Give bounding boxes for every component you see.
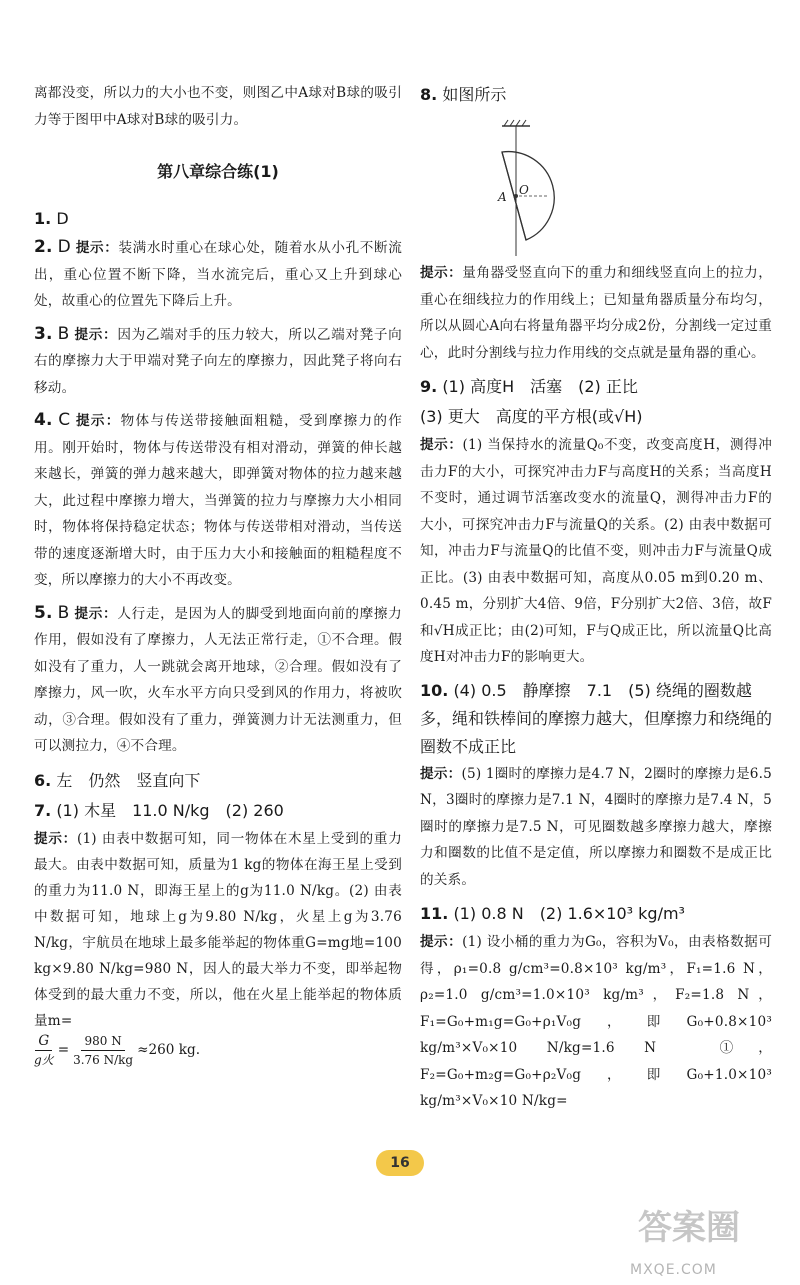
watermark-text: MXQE.COM: [630, 1262, 717, 1278]
answer-7: 7. (1) 木星 11.0 N/kg (2) 260: [34, 800, 284, 820]
fraction-g: G g火: [34, 1032, 54, 1067]
answer-10-hint: 提示：(5) 1圈时的摩擦力是4.7 N，2圈时的摩擦力是6.5 N，3圈时的摩擦力是7.1 N，4圈时的摩擦力是7.4 N，5圈时的摩擦力是7.5 N，可见圈数越多摩擦力越大，摩擦力和圈数的比值不是定值，所以摩擦力和圈数不是成正比的关系。: [420, 765, 772, 888]
ceiling-hatch: [504, 120, 526, 126]
answer-7-formula: G g火 = $\frac{980 N}{3.76 N/kg}$ ≈260 kg.: [34, 1032, 201, 1067]
answer-8-hint: 提示：量角器受竖直向下的重力和细线竖直向上的拉力，重心在细线拉力的作用线上；已知量角器质量分布均匀，所以从圆心A向右将量角器平均分成2份，分割线一定过重心，此时分割线与拉力作用线的交点就是量角器的重心。: [420, 265, 772, 361]
protractor-diagram: [420, 116, 772, 256]
answer-8: 8. 如图所示: [420, 85, 507, 104]
label-O: O: [519, 183, 529, 197]
answer-9-hint: 提示：(1) 当保持水的流量Q₀不变，改变高度H，测得冲击力F的大小，可探究冲击力F与高度H的关系；当高度H不变时，通过调节活塞改变水的流量Q，测得冲击力F的大小，可探究冲击力F与流量Q的关系。(2) 由表中数据可知，冲击力F与流量Q的比值不变，则冲击力F与流量Q成正比。(3) 由表中数据可知，高度从0.05 m到0.20 m、0.45 m，分别扩大4倍、9倍，F分别扩大2倍、3倍，故F和√H成正比；由(2)可知，F与Q成正比，所以流量Q比高度H对冲击力F的影响更大。: [420, 437, 772, 665]
answer-3: 3. B 提示：因为乙端对手的压力较大，所以乙端对凳子向右的摩擦力大于甲端对凳子向左的摩擦力，因此凳子将向右移动。: [34, 323, 402, 396]
answer-5: 5. B 提示：人行走，是因为人的脚受到地面向前的摩擦力作用，假如没有了摩擦力，人无法正常行走，①不合理。假如没有了重力，人一跳就会离开地球，②合理。假如没有了摩擦力，风一吹，火车水平方向只受到风的作用力，将被吹动，③合理。假如没有了重力，弹簧测力计无法测重力，但可以测拉力，④不合理。: [34, 602, 402, 754]
page-number: 16: [376, 1150, 424, 1176]
protractor-figure: [420, 116, 772, 256]
answer-11: 11. (1) 0.8 N (2) 1.6×10³ kg/m³: [420, 904, 685, 923]
answer-11-hint: 提示：(1) 设小桶的重力为G₀，容积为V₀，由表格数据可得，ρ₁=0.8 g/cm³=0.8×10³ kg/m³，F₁=1.6 N，ρ₂=1.0 g/cm³=1.0×10³ kg/m³，F₂=1.8 N，F₁=G₀+m₁g=G₀+ρ₁V₀g，即G₀+0.8×10³ kg/m³×V₀×10 N/kg=1.6 N ①，F₂=G₀+m₂g=G₀+ρ₂V₀g，即G₀+1.0×10³ kg/m³×V₀×10 N/kg=: [420, 934, 772, 1109]
chapter-title: 第八章综合练(1): [157, 162, 279, 181]
fraction-values: $\frac{980 N}{3.76 N/kg}$: [73, 1033, 134, 1067]
answer-10: 10. (4) 0.5 静摩擦 7.1 (5) 绕绳的圈数越多，绳和铁棒间的摩擦力越大，但摩擦力和绕绳的圈数不成正比: [420, 680, 773, 756]
intro-paragraph: 离都没变，所以力的大小也不变，则图乙中A球对B球的吸引力等于图甲中A球对B球的吸引力。: [34, 85, 402, 128]
center-point: [514, 194, 518, 198]
right-column: [420, 80, 772, 1115]
watermark-logo-icon: 答案圈: [638, 1208, 740, 1248]
answer-2: 2. D 提示：装满水时重心在球心处，随着水从小孔不断流出，重心位置不断下降，当水流完后，重心又上升到球心处，故重心的位置先下降后上升。: [34, 237, 402, 309]
label-A: A: [498, 190, 507, 204]
answer-9: 9. (1) 高度H 活塞 (2) 正比: [420, 377, 638, 396]
left-column: [34, 80, 402, 1069]
watermark: [630, 1200, 790, 1280]
answer-7-hint: 提示：(1) 由表中数据可知，同一物体在木星上受到的重力最大。由表中数据可知，质量为1 kg的物体在海王星上受到的重力为11.0 N，即海王星上的g为11.0 N/kg。(2) 由表中数据可知，地球上g为9.80 N/kg，火星上g为3.76 N/kg，宇航员在地球上最多能举起的物体重G=mg地=100 kg×9.80 N/kg=980 N，因人的最大举力不变，即举起物体受到的最大重力不变，所以，他在火星上能举起的物体质量m=: [34, 830, 402, 1029]
answer-9-line2: (3) 更大 高度的平方根(或√H): [420, 407, 643, 426]
answer-4: 4. C 提示：物体与传送带接触面粗糙，受到摩擦力的作用。刚开始时，物体与传送带没有相对滑动，弹簧的伸长越来越长，弹簧的弹力越来越大，即弹簧对物体的拉力越来越大，此过程中摩擦力增大，当弹簧的拉力与摩擦力大小相同时，物体将保持稳定状态；物体与传送带相对滑动，当传送带的速度逐渐增大时，由于压力大小和接触面的粗糙程度不变，所以摩擦力的大小不再改变。: [34, 410, 402, 588]
answer-1: 1. D: [34, 209, 69, 228]
answer-6: 6. 左 仍然 竖直向下: [34, 770, 201, 790]
